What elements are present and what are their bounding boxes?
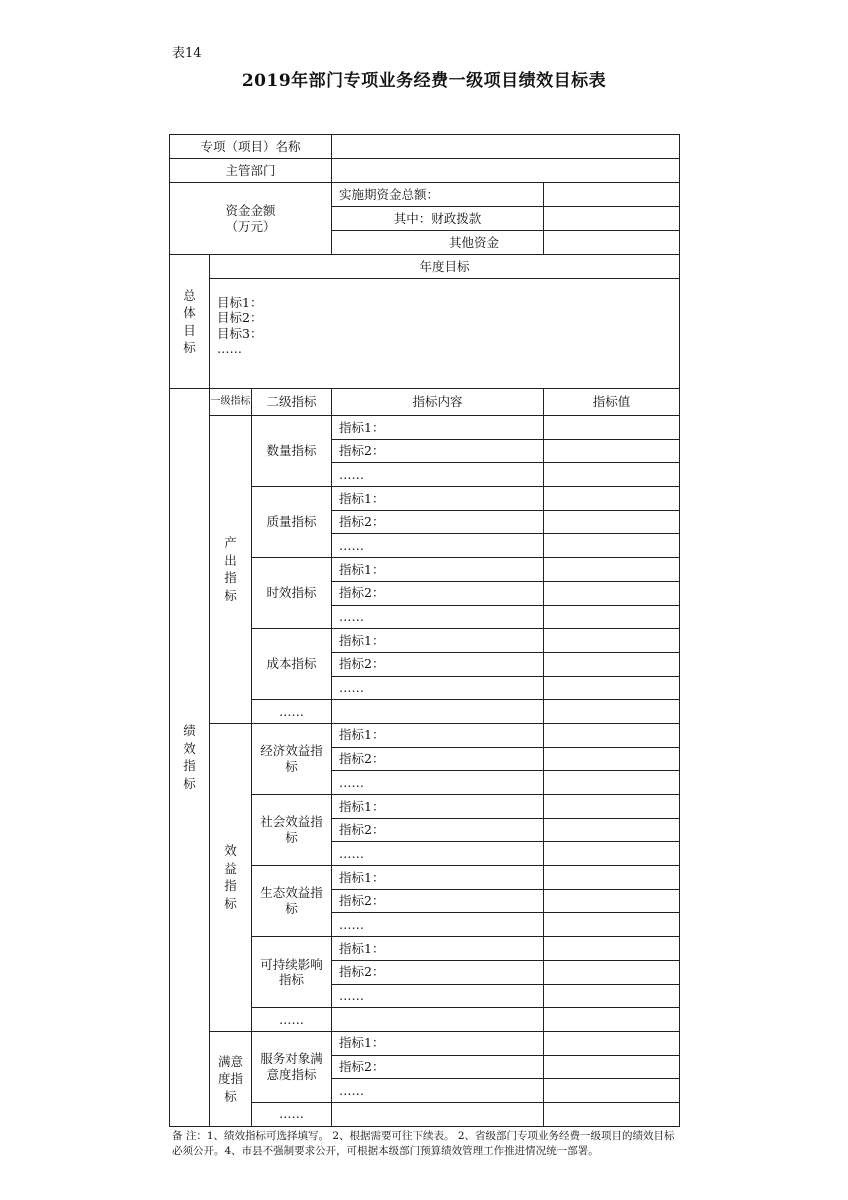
sheet-label: 表14 [172,46,202,61]
level2-more[interactable]: …… [252,700,332,724]
indicator-content[interactable]: 指标1： [332,866,544,890]
indicator-content[interactable]: 指标2： [332,581,544,605]
department-value[interactable] [332,159,680,183]
indicator-value[interactable] [544,463,680,487]
indicator-value[interactable] [544,747,680,771]
indicator-row [170,723,680,747]
indicator-content[interactable]: …… [332,463,544,487]
overall-goal-label: 总体目标 [170,255,210,389]
performance-indicator-label: 绩效指标 [170,389,210,1127]
indicator-content[interactable]: …… [332,676,544,700]
indicator-value[interactable] [544,487,680,511]
project-name-value[interactable] [332,135,680,159]
indicator-content[interactable]: …… [332,771,544,795]
indicator-content[interactable]: 指标2： [332,652,544,676]
indicator-value[interactable] [544,629,680,653]
indicator-content[interactable]: 指标2： [332,1055,544,1079]
satisfaction-indicator-label: 满意度指标 [210,1031,252,1126]
performance-target-table [169,134,680,1127]
indicator-content[interactable]: 指标1： [332,795,544,819]
output-indicator-label: 产出指标 [210,416,252,724]
goal-line: 目标2： [217,310,263,326]
indicator-content[interactable]: 指标1： [332,629,544,653]
indicator-value[interactable] [544,723,680,747]
timeliness-indicator-label: 时效指标 [252,558,332,629]
indicator-row [170,1031,680,1055]
indicator-value[interactable] [544,795,680,819]
indicator-content[interactable]: 指标1： [332,416,544,440]
goal-line: …… [217,340,242,356]
indicator-value[interactable] [544,1031,680,1055]
fiscal-funds-label: 其中：财政拨款 [332,207,544,231]
ecological-benefit-label: 生态效益指标 [252,866,332,937]
indicator-value[interactable] [544,1102,680,1126]
indicator-value[interactable] [544,984,680,1008]
other-funds-label: 其他资金 [332,231,544,255]
indicator-value[interactable] [544,676,680,700]
indicator-content[interactable]: 指标1： [332,937,544,961]
value-header: 指标值 [544,389,680,416]
indicator-value[interactable] [544,1055,680,1079]
project-name-row [170,135,680,159]
social-benefit-label: 社会效益指标 [252,795,332,866]
indicator-row [170,416,680,440]
page-title: 2019年部门专项业务经费一级项目绩效目标表 [241,71,607,91]
level2-header: 二级指标 [252,389,332,416]
indicator-content[interactable]: …… [332,1079,544,1103]
indicator-value[interactable] [544,818,680,842]
indicator-value[interactable] [544,889,680,913]
indicator-value[interactable] [544,842,680,866]
level1-header: 一级指标 [210,389,252,416]
cost-indicator-label: 成本指标 [252,629,332,700]
indicator-content[interactable]: 指标2： [332,889,544,913]
goal-line: 目标1： [217,295,263,310]
department-row [170,159,680,183]
goal-line: 目标3： [217,325,263,341]
indicator-content[interactable]: …… [332,913,544,937]
indicator-value[interactable] [544,771,680,795]
department-label: 主管部门 [170,159,332,183]
indicator-value[interactable] [544,534,680,558]
indicator-content[interactable]: 指标1： [332,723,544,747]
indicator-content[interactable] [332,1102,544,1126]
indicator-value[interactable] [544,1079,680,1103]
annual-goal-content[interactable] [210,279,680,389]
total-funds-label: 实施期资金总额： [332,183,544,207]
funds-total-row [170,183,680,207]
sustainable-impact-label: 可持续影响指标 [252,937,332,1008]
content-header: 指标内容 [332,389,544,416]
benefit-indicator-label: 效益指标 [210,723,252,1031]
economic-benefit-label: 经济效益指标 [252,723,332,794]
indicator-content[interactable]: …… [332,534,544,558]
indicator-content[interactable]: …… [332,984,544,1008]
indicator-content[interactable]: 指标2： [332,960,544,984]
indicator-content[interactable]: 指标2： [332,747,544,771]
service-satisfaction-label: 服务对象满意度指标 [252,1031,332,1102]
indicator-content[interactable]: 指标1： [332,487,544,511]
indicator-value[interactable] [544,510,680,534]
indicator-value[interactable] [544,960,680,984]
indicator-content[interactable]: 指标2： [332,439,544,463]
total-funds-value[interactable] [544,183,680,207]
quality-indicator-label: 质量指标 [252,487,332,558]
indicator-content[interactable]: 指标2： [332,818,544,842]
quantity-indicator-label: 数量指标 [252,416,332,487]
indicator-value[interactable] [544,652,680,676]
indicator-content[interactable]: 指标1： [332,1031,544,1055]
footnote: 备 注：1、绩效指标可选择填写。 2、根据需要可往下续表。 2、省级部门专项业务经费一级项目的绩效目标必须公开。4、市县不强制要求公开，可根据本级部门预算绩效管理工作推进情况统一部署。 [172,1130,675,1157]
indicator-value[interactable] [544,605,680,629]
indicator-content[interactable] [332,1008,544,1032]
indicator-content[interactable] [332,700,544,724]
annual-goal-header-row [170,255,680,279]
funds-label-line1: 资金金额 [225,202,276,218]
indicator-value[interactable] [544,913,680,937]
indicator-value[interactable] [544,1008,680,1032]
indicator-content[interactable]: …… [332,842,544,866]
indicator-value[interactable] [544,558,680,582]
annual-goal-content-row [170,279,680,389]
indicator-value[interactable] [544,581,680,605]
project-name-label: 专项（项目）名称 [170,135,332,159]
annual-goal-label: 年度目标 [210,255,680,279]
indicator-value[interactable] [544,439,680,463]
fiscal-funds-value[interactable] [544,207,680,231]
indicator-value[interactable] [544,866,680,890]
indicator-header-row [170,389,680,416]
indicator-content[interactable]: …… [332,605,544,629]
indicator-value[interactable] [544,700,680,724]
indicator-value[interactable] [544,416,680,440]
indicator-value[interactable] [544,937,680,961]
funds-label [170,183,332,255]
indicator-content[interactable]: 指标2： [332,510,544,534]
other-funds-value[interactable] [544,231,680,255]
level2-more[interactable]: …… [252,1102,332,1126]
level2-more[interactable]: …… [252,1008,332,1032]
funds-label-line2: （万元） [225,218,276,234]
indicator-content[interactable]: 指标1： [332,558,544,582]
